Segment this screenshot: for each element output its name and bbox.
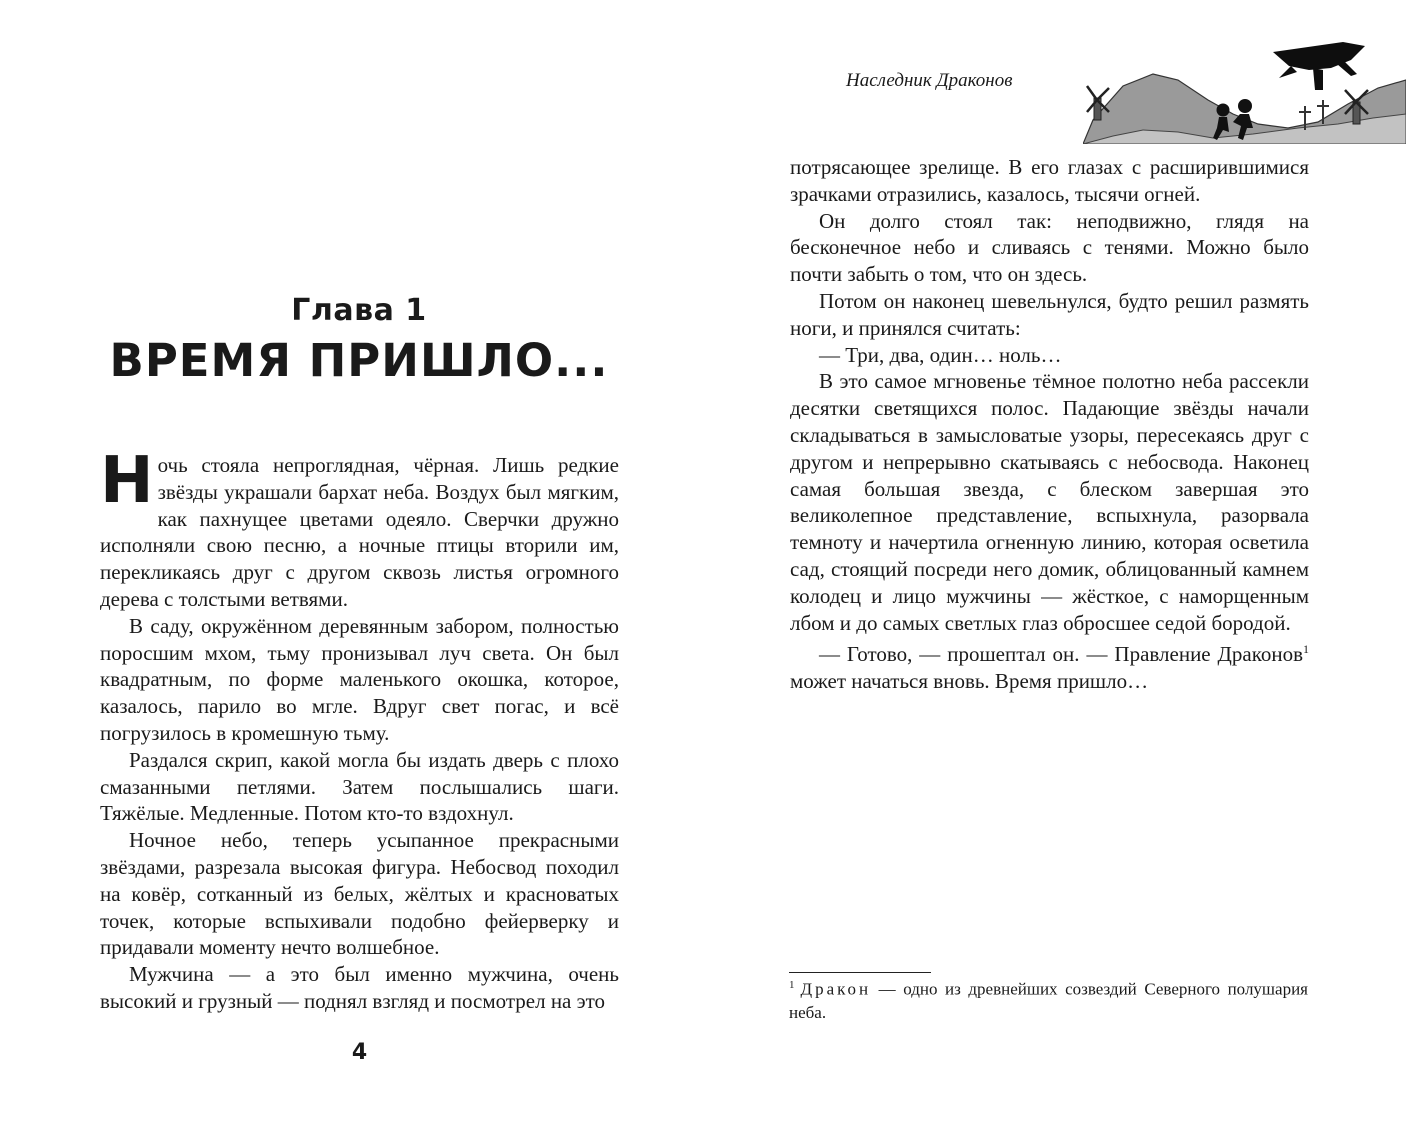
first-paragraph-text: очь стояла непроглядная, чёрная. Лишь редкие звёзды украшали бархат неба. Воздух был мягким, как пахнущее цветами одеяло. Сверчки дружно исполняли свою песню, а ночные птицы вторили им, перекликаясь друг с другом сквозь листья огромного дерева с толстыми ветвями. [100,453,619,611]
paragraph: Потом он наконец шевельнулся, будто решил размять ноги, и принялся считать: [790,288,1309,340]
footnote [789,974,1308,1024]
continuation-paragraph: потрясающее зрелище. В его глазах с расширившимися зрачками отразились, казалось, тысячи огней. [790,155,1309,206]
paragraph: Ночное небо, теперь усыпанное прекрасными звёздами, разрезала высокая фигура. Небосвод походил на ковёр, сотканный из белых, жёлтых и красноватых точек, которые вспыхивали подобно фейерверку и придавали моменту нечто волшебное. [100,828,619,960]
paragraph: В это самое мгновенье тёмное полотно неба рассекли десятки светящихся полос. Падающие звёзды начали складываться в замысловатые узоры, пересекаясь друг с другом и непрерывно скатываясь с небосвода. Наконец самая большая звезда, с блеском завершая это великолепное представление, вспыхнула, разорвала темноту и начертила огненную линию, которая осветила сад, стоящий посреди него домик, облицованный камнем колодец и лицо мужчины — жёсткое, с наморщенным лбом и до самых светлых глаз обросшее седой бородой. [790,369,1309,635]
right-page [703,0,1406,1125]
paragraph: Раздался скрип, какой могла бы издать дверь с плохо смазанными петлями. Затем послышались шаги. Тяжёлые. Медленные. Потом кто-то вздохнул. [100,747,619,826]
footnote-divider [789,972,931,973]
drop-cap: Н [100,444,154,518]
paragraph: Мужчина — а это был именно мужчина, очень высокий и грузный — поднял взгляд и посмотрел на это [100,962,619,1013]
footnote-mark: 1 [789,979,795,991]
paragraph: В саду, окружённом деревянным забором, полностью поросшим мхом, тьму пронизывал луч света. Он был квадратным, по форме маленького окошка, которое, казалось, парило во мгле. Вдруг свет погас, и всё погрузилось в кромешную тьму. [100,613,619,745]
chapter-number: Глава 1 [291,293,427,328]
footnote-reference[interactable]: 1 [1303,642,1309,657]
airship-icon [1273,42,1365,90]
right-body-text [790,154,1309,695]
first-paragraph [100,444,619,613]
final-paragraph-text: — Готово, — прошептал он. — Правление Драконов [819,642,1303,667]
page-number: 4 [351,1040,368,1065]
final-paragraph-tail: может начаться вновь. Время пришло… [790,669,1149,694]
footnote-text: — одно из древнейших созвездий Северного полушария неба. [789,979,1308,1022]
paragraph: — Три, два, один… ноль… [819,342,1062,367]
header-illustration [1083,38,1406,144]
footnote-term: Дракон [800,979,872,999]
paragraph: Он долго стоял так: неподвижно, глядя на бесконечное небо и сливаясь с тенями. Можно было почти забыть о том, что он здесь. [790,208,1309,287]
final-paragraph [790,636,1309,695]
left-body-text [100,444,619,1015]
chapter-title: ВРЕМЯ ПРИШЛО... [109,334,609,387]
running-head: Наследник Драконов [846,70,1013,91]
